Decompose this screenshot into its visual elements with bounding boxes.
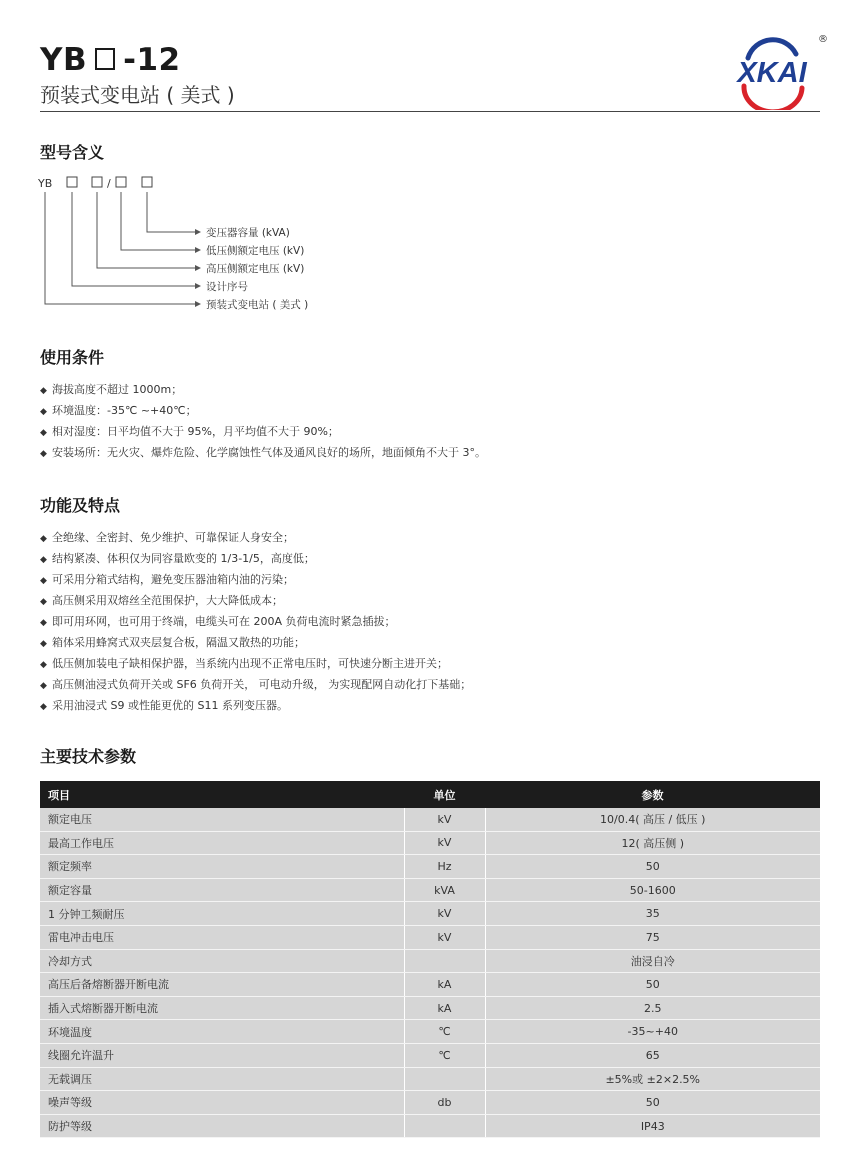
param-unit-cell: kV — [404, 902, 485, 926]
title-placeholder-box — [95, 48, 115, 70]
param-name-cell: 环境温度 — [40, 1020, 404, 1044]
param-unit-cell — [404, 1067, 485, 1091]
param-name-cell: 额定容量 — [40, 878, 404, 902]
param-value-cell: ±5%或 ±2×2.5% — [485, 1067, 820, 1091]
diamond-bullet-icon: ◆ — [40, 534, 47, 544]
header-divider — [40, 111, 820, 112]
table-row — [40, 949, 820, 973]
section-title-model: 型号含义 — [40, 143, 105, 162]
leader-arrow-2 — [195, 283, 201, 289]
logo-registered-mark: ® — [818, 34, 828, 45]
table-row — [40, 1020, 820, 1044]
model-label-type: 预装式变电站 ( 美式 ) — [206, 299, 309, 311]
param-value-cell: 10/0.4( 高压 / 低压 ) — [485, 808, 820, 831]
table-header-row — [40, 781, 820, 808]
header-unit: 单位 — [404, 781, 485, 808]
title-prefix: YB — [40, 42, 88, 78]
page-subtitle: 预装式变电站 ( 美式 ) — [40, 83, 235, 107]
param-name-cell: 线圈允许温升 — [40, 1043, 404, 1067]
list-item: ◆ 箱体采用蜂窝式双夹层复合板，隔温又散热的功能； — [40, 632, 471, 653]
diamond-bullet-icon: ◆ — [40, 660, 47, 670]
param-value-cell: 50 — [485, 1091, 820, 1115]
table-row — [40, 878, 820, 902]
diamond-bullet-icon: ◆ — [40, 386, 47, 396]
xkai-logo — [710, 30, 830, 110]
param-value-cell: 65 — [485, 1043, 820, 1067]
param-unit-cell: db — [404, 1091, 485, 1115]
diamond-bullet-icon: ◆ — [40, 576, 47, 586]
param-value-cell: 油浸自冷 — [485, 949, 820, 973]
param-name-cell: 高压后备熔断器开断电流 — [40, 973, 404, 997]
param-unit-cell: kV — [404, 831, 485, 855]
leader-line-4 — [121, 192, 195, 250]
diamond-bullet-icon: ◆ — [40, 597, 47, 607]
list-item: ◆ 安装场所：无火灾、爆炸危险、化学腐蚀性气体及通风良好的场所，地面倾角不大于 3°。 — [40, 442, 486, 463]
param-unit-cell — [404, 949, 485, 973]
model-label-design-no: 设计序号 — [206, 281, 248, 293]
model-label-lv-voltage: 低压侧额定电压 (kV) — [206, 245, 305, 257]
table-row — [40, 1114, 820, 1138]
table-row — [40, 902, 820, 926]
model-code-box-1 — [67, 177, 77, 187]
header-item: 项目 — [40, 781, 404, 808]
model-code-separator: / — [107, 177, 111, 190]
param-name-cell: 额定频率 — [40, 855, 404, 879]
leader-arrow-5 — [195, 229, 201, 235]
list-item: ◆ 高压侧采用双熔丝全范围保护，大大降低成本； — [40, 590, 471, 611]
param-name-cell: 1 分钟工频耐压 — [40, 902, 404, 926]
features-list — [40, 527, 471, 716]
diamond-bullet-icon: ◆ — [40, 618, 47, 628]
logo-text: XKAI — [737, 57, 807, 89]
param-name-cell: 额定电压 — [40, 808, 404, 831]
model-code-diagram — [30, 170, 370, 320]
param-unit-cell: kV — [404, 808, 485, 831]
diamond-bullet-icon: ◆ — [40, 407, 47, 417]
param-value-cell: 50-1600 — [485, 878, 820, 902]
header-value: 参数 — [485, 781, 820, 808]
param-unit-cell: kA — [404, 973, 485, 997]
param-name-cell: 冷却方式 — [40, 949, 404, 973]
list-item: ◆ 结构紧凑、体积仅为同容量欧变的 1/3-1/5，高度低； — [40, 548, 471, 569]
param-unit-cell: ℃ — [404, 1020, 485, 1044]
param-name-cell: 无载调压 — [40, 1067, 404, 1091]
diamond-bullet-icon: ◆ — [40, 681, 47, 691]
param-name-cell: 插入式熔断器开断电流 — [40, 996, 404, 1020]
leader-line-5 — [147, 192, 195, 232]
diamond-bullet-icon: ◆ — [40, 639, 47, 649]
table-row — [40, 973, 820, 997]
table-row — [40, 808, 820, 831]
table-row — [40, 1091, 820, 1115]
leader-arrow-4 — [195, 247, 201, 253]
model-code-box-3 — [116, 177, 126, 187]
param-name-cell: 噪声等级 — [40, 1091, 404, 1115]
list-item: ◆ 低压侧加装电子缺相保护器，当系统内出现不正常电压时，可快速分断主进开关； — [40, 653, 471, 674]
list-item: ◆ 采用油浸式 S9 或性能更优的 S11 系列变压器。 — [40, 695, 471, 716]
model-code-box-4 — [142, 177, 152, 187]
list-item: ◆ 高压侧油浸式负荷开关或 SF6 负荷开关， 可电动升级， 为实现配网自动化打下基础； — [40, 674, 471, 695]
table-row — [40, 855, 820, 879]
leader-line-2 — [72, 192, 195, 286]
model-code-prefix: YB — [38, 177, 53, 190]
leader-arrow-1 — [195, 301, 201, 307]
leader-arrow-3 — [195, 265, 201, 271]
page-title — [40, 40, 181, 80]
list-item: ◆ 可采用分箱式结构，避免变压器油箱内油的污染； — [40, 569, 471, 590]
logo-arc-top — [748, 40, 796, 58]
list-item: ◆ 即可用环网，也可用于终端，电缆头可在 200A 负荷电流时紧急插拔； — [40, 611, 471, 632]
list-item: ◆ 环境温度：-35℃ ~+40℃； — [40, 400, 486, 421]
model-label-capacity: 变压器容量 (kVA) — [206, 227, 290, 239]
section-title-features: 功能及特点 — [40, 496, 121, 515]
logo-arc-bottom — [744, 86, 802, 110]
table-row — [40, 1067, 820, 1091]
leader-line-3 — [97, 192, 195, 268]
param-unit-cell: ℃ — [404, 1043, 485, 1067]
title-suffix: -12 — [123, 42, 181, 78]
diamond-bullet-icon: ◆ — [40, 702, 47, 712]
diamond-bullet-icon: ◆ — [40, 428, 47, 438]
param-unit-cell: Hz — [404, 855, 485, 879]
param-value-cell: 50 — [485, 973, 820, 997]
list-item: ◆ 全绝缘、全密封、免少维护、可靠保证人身安全； — [40, 527, 471, 548]
leader-line-1 — [45, 192, 195, 304]
model-code-box-2 — [92, 177, 102, 187]
model-label-hv-voltage: 高压侧额定电压 (kV) — [206, 263, 305, 275]
param-unit-cell: kVA — [404, 878, 485, 902]
section-title-conditions: 使用条件 — [40, 348, 105, 367]
diamond-bullet-icon: ◆ — [40, 449, 47, 459]
param-value-cell: 12( 高压侧 ) — [485, 831, 820, 855]
params-table — [40, 781, 820, 1138]
param-value-cell: IP43 — [485, 1114, 820, 1138]
param-value-cell: -35~+40 — [485, 1020, 820, 1044]
table-row — [40, 996, 820, 1020]
conditions-list — [40, 379, 486, 463]
list-item: ◆ 海拔高度不超过 1000m； — [40, 379, 486, 400]
param-unit-cell: kA — [404, 996, 485, 1020]
param-value-cell: 75 — [485, 925, 820, 949]
param-name-cell: 最高工作电压 — [40, 831, 404, 855]
param-value-cell: 35 — [485, 902, 820, 926]
diamond-bullet-icon: ◆ — [40, 555, 47, 565]
table-row — [40, 831, 820, 855]
param-unit-cell: kV — [404, 925, 485, 949]
param-value-cell: 2.5 — [485, 996, 820, 1020]
list-item: ◆ 相对湿度：日平均值不大于 95%，月平均值不大于 90%； — [40, 421, 486, 442]
param-unit-cell — [404, 1114, 485, 1138]
param-name-cell: 防护等级 — [40, 1114, 404, 1138]
table-row — [40, 925, 820, 949]
param-value-cell: 50 — [485, 855, 820, 879]
section-title-params: 主要技术参数 — [40, 747, 137, 766]
param-name-cell: 雷电冲击电压 — [40, 925, 404, 949]
table-row — [40, 1043, 820, 1067]
